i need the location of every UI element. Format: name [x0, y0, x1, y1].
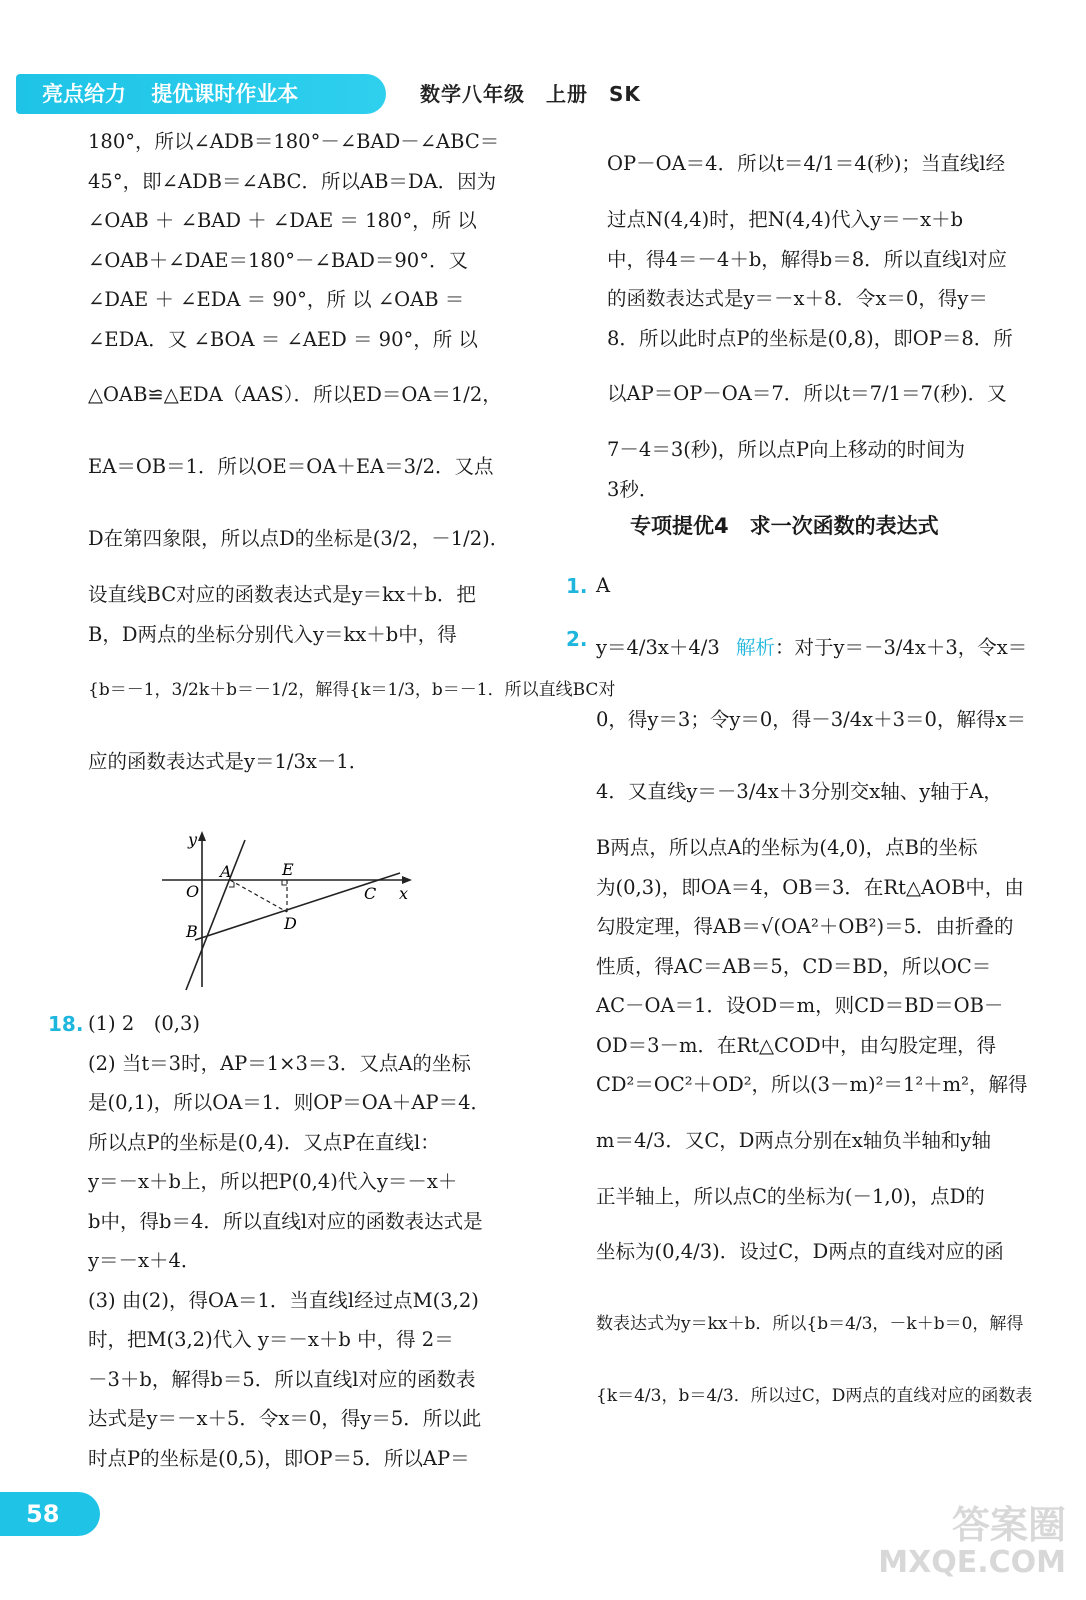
equation-system-line: {b＝－1，3/2k＋b＝－1/2，解得{k＝1/3，b＝－1．所以直线BC对: [88, 680, 616, 700]
text-line: 达式是y＝－x＋5．令x＝0，得y＝5．所以此: [88, 1407, 482, 1430]
text-line: 设直线BC对应的函数表达式是y＝kx＋b．把: [88, 583, 476, 606]
label-e: E: [282, 860, 294, 879]
text-line: ∠OAB ＋ ∠BAD ＋ ∠DAE ＝ 180°，所 以: [88, 209, 477, 232]
right-angle-a: [229, 882, 234, 887]
equation-system-line: {k＝4/3，b＝4/3．所以过C，D两点的直线对应的函数表: [596, 1386, 1033, 1406]
x-axis-arrow: [402, 876, 412, 884]
text-line: 180°，所以∠ADB＝180°－∠BAD－∠ABC＝: [88, 130, 500, 153]
text-line: 3秒．: [607, 477, 659, 501]
text-line: △OAB≌△EDA（AAS）．所以ED＝OA＝1/2，: [88, 383, 502, 406]
text-line: 时，把M(3,2)代入 y＝－x＋b 中，得 2＝: [88, 1328, 454, 1351]
text-line: y＝－x＋b上，所以把P(0,4)代入y＝－x＋: [88, 1170, 458, 1193]
text-line: B两点，所以点A的坐标为(4,0)，点B的坐标: [596, 836, 978, 859]
text-line: 性质，得AC＝AB＝5，CD＝BD，所以OC＝: [596, 954, 992, 978]
text-line: 中，得4＝－4＋b，解得b＝8．所以直线l对应: [607, 247, 1007, 271]
text-line: ∠EDA．又 ∠BOA ＝ ∠AED ＝ 90°，所 以: [88, 327, 478, 351]
label-x: x: [399, 884, 409, 903]
q2-first-line: ：对于y＝－3/4x＋3，令x＝: [775, 636, 1028, 659]
text-line: 7－4＝3(秒)，所以点P向上移动的时间为: [607, 438, 966, 461]
text-line: OP－OA＝4．所以t＝4/1＝4(秒)；当直线l经: [607, 152, 1006, 175]
text-line: D在第四象限，所以点D的坐标是(3/2，－1/2)．: [88, 527, 510, 550]
question-1-answer: [596, 566, 610, 606]
label-y: y: [188, 830, 198, 849]
question-2-block: [596, 612, 1051, 1432]
text-line: 的函数表达式是y＝－x＋8．令x＝0，得y＝: [607, 287, 988, 310]
text-line: b中，得b＝4．所以直线l对应的函数表达式是: [88, 1209, 483, 1233]
text-line: 4．又直线y＝－3/4x＋3分别交x轴、y轴于A，: [596, 780, 1003, 803]
text-line: B，D两点的坐标分别代入y＝kx＋b中，得: [88, 622, 457, 646]
text-line: y＝－x＋4．: [88, 1249, 201, 1272]
question-number-1: 1.: [566, 574, 588, 598]
analysis-label: 解析: [735, 636, 775, 659]
label-a: A: [220, 862, 232, 881]
label-b: B: [186, 922, 198, 941]
text-line: OD＝3－m．在Rt△COD中，由勾股定理，得: [596, 1033, 997, 1057]
watermark: [878, 1503, 1066, 1582]
text-line: (3) 由(2)，得OA＝1．当直线l经过点M(3,2): [88, 1288, 479, 1312]
label-d: D: [284, 914, 297, 933]
brand-right: 提优课时作业本: [151, 82, 299, 106]
text-line: 以AP＝OP－OA＝7．所以t＝7/1＝7(秒)．又: [607, 382, 1007, 405]
text-line: [596, 612, 1051, 684]
text-line: 8．所以此时点P的坐标是(0,8)，即OP＝8．所: [607, 326, 1013, 350]
answer-text: A: [596, 574, 611, 597]
question-number-2: 2.: [566, 627, 588, 651]
text-line: 时点P的坐标是(0,5)，即OP＝5．所以AP＝: [88, 1446, 470, 1470]
text-line: (1) 2 (0,3): [88, 1012, 200, 1035]
text-line: (2) 当t＝3时，AP＝1×3＝3．又点A的坐标: [88, 1051, 471, 1075]
text-line: 正半轴上，所以点C的坐标为(－1,0)，点D的: [596, 1184, 985, 1208]
watermark-line1: 答案圈: [951, 1503, 1066, 1547]
text-line: CD²＝OC²＋OD²，所以(3－m)²＝1²＋m²，解得: [596, 1073, 1028, 1096]
text-line: 为(0,3)，即OA＝4，OB＝3．在Rt△AOB中，由: [596, 875, 1024, 899]
left-column: [88, 122, 616, 798]
text-line: 过点N(4,4)时，把N(4,4)代入y＝－x＋b: [607, 208, 964, 231]
right-column: [607, 128, 1057, 509]
text-line: 应的函数表达式是y＝1/3x－1．: [88, 750, 369, 773]
header-subject: 数学八年级 上册 SK: [420, 82, 641, 106]
text-line: 是(0,1)，所以OA＝1．则OP＝OA＋AP＝4．: [88, 1091, 490, 1114]
coordinate-graph: [150, 825, 420, 1000]
label-c: C: [364, 884, 377, 903]
question-number-18: 18.: [48, 1012, 84, 1036]
text-line: 所以点P的坐标是(0,4)．又点P在直线l：: [88, 1130, 440, 1154]
label-o: O: [186, 882, 200, 901]
text-line: AC－OA＝1．设OD＝m，则CD＝BD＝OB－: [596, 994, 1004, 1017]
brand-left: 亮点给力: [42, 82, 126, 106]
text-line: 勾股定理，得AB＝√(OA²＋OB²)＝5．由折叠的: [596, 915, 1014, 938]
text-line: 45°，即∠ADB＝∠ABC．所以AB＝DA．因为: [88, 169, 497, 193]
text-line: ∠DAE ＋ ∠EDA ＝ 90°，所 以 ∠OAB ＝: [88, 288, 465, 311]
watermark-line2: MXQE.COM: [878, 1545, 1066, 1580]
page-number: 58: [0, 1492, 100, 1536]
text-line: 0，得y＝3；令y＝0，得－3/4x＋3＝0，解得x＝: [596, 708, 1026, 731]
equation-system-line: 数表达式为y＝kx＋b．所以{b＝4/3，－k＋b＝0，解得: [596, 1314, 1024, 1334]
q2-answer: y＝4/3x＋4/3: [596, 636, 720, 659]
segment-ad: [230, 880, 287, 912]
question-18-block: [88, 1004, 533, 1478]
line-ab: [186, 840, 245, 990]
y-axis-arrow: [198, 831, 206, 841]
text-line: ∠OAB＋∠DAE＝180°－∠BAD＝90°．又: [88, 248, 468, 272]
section-title: 专项提优4 求一次函数的表达式: [630, 514, 939, 538]
header-brand: [16, 74, 386, 114]
text-line: m＝4/3．又C，D两点分别在x轴负半轴和y轴: [596, 1128, 991, 1152]
text-line: EA＝OB＝1．所以OE＝OA＋EA＝3/2．又点: [88, 455, 494, 478]
text-line: 坐标为(0,4/3)．设过C，D两点的直线对应的函: [596, 1240, 1004, 1263]
text-line: －3＋b，解得b＝5．所以直线l对应的函数表: [88, 1367, 476, 1391]
